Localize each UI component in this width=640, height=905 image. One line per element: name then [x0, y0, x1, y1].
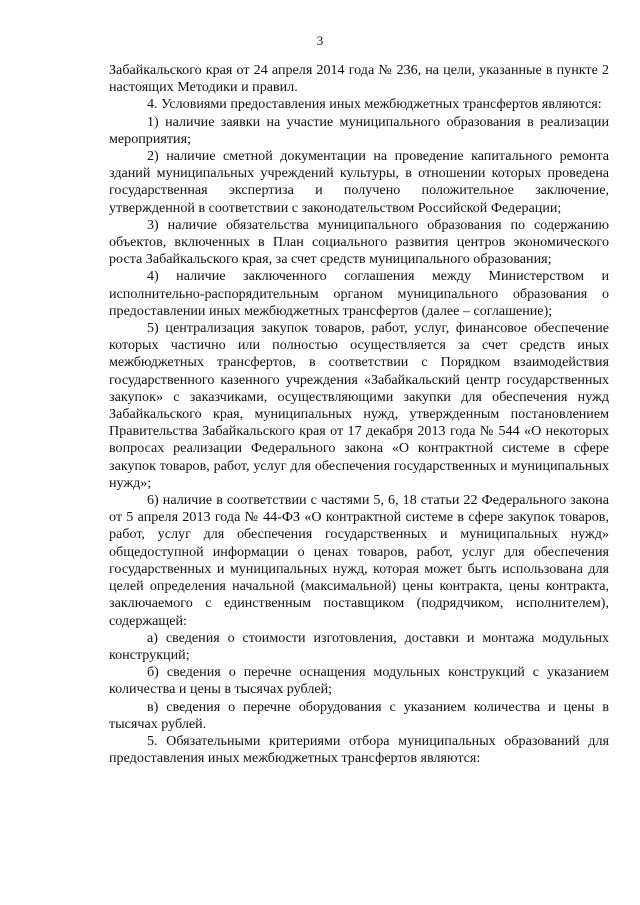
paragraph-item-1: 1) наличие заявки на участие муниципального образования в реализации мероприятия; [109, 113, 609, 147]
page-number: 3 [316, 33, 324, 48]
document-body [109, 62, 609, 767]
paragraph-item-2: 2) наличие сметной документации на проведение капитального ремонта зданий муниципальных учреждений культуры, в отношении которых проведена государственная экспертиза и получено положительное заключение, утвержденной в соответствии с законодательством Российской Федерации; [109, 148, 609, 216]
paragraph-continuation: Забайкальского края от 24 апреля 2014 года № 236, на цели, указанные в пункте 2 настоящих Методики и правил. [109, 62, 609, 96]
paragraph-subitem-b: б) сведения о перечне оснащения модульных конструкций с указанием количества и цены в тысячах рублей; [109, 664, 609, 698]
paragraph-subitem-v: в) сведения о перечне оборудования с указанием количества и цены в тысячах рублей. [109, 698, 609, 732]
paragraph-subitem-a: а) сведения о стоимости изготовления, доставки и монтажа модульных конструкций; [109, 629, 609, 663]
paragraph-clause-5: 5. Обязательными критериями отбора муниципальных образований для предоставления иных межбюджетных трансфертов являются: [109, 732, 609, 767]
paragraph-item-3: 3) наличие обязательства муниципального образования по содержанию объектов, включенных в План социального развития центров экономического роста Забайкальского края, за счет средств муниципального образования; [109, 216, 609, 268]
paragraph-clause-4: 4. Условиями предоставления иных межбюджетных трансфертов являются: [147, 96, 602, 113]
paragraph-item-5: 5) централизация закупок товаров, работ, услуг, финансовое обеспечение которых частично или полностью осуществляется за счет средств иных межбюджетных трансфертов, в соответствии с Порядком взаимодействия государственного казенного учреждения «Забайкальский центр государственных закупок» с заказчиками, осуществляющими закупки для обеспечения нужд Забайкальского края, муниципальных нужд, утвержденным постановлением Правительства Забайкальского края от 17 декабря 2013 года № 544 «О некоторых вопросах реализации Федерального закона «О контрактной системе в сфере закупок товаров, работ, услуг для обеспечения государственных и муниципальных нужд»; [109, 320, 609, 491]
paragraph-item-4: 4) наличие заключенного соглашения между Министерством и исполнительно-распорядительным органом муниципального образования о предоставлении иных межбюджетных трансфертов (далее – соглашение); [109, 268, 609, 319]
paragraph-item-6: 6) наличие в соответствии с частями 5, 6, 18 статьи 22 Федерального закона от 5 апреля 2013 года № 44-ФЗ «О контрактной системе в сфере закупок товаров, работ, услуг для обеспечения государственных и муниципальных нужд» общедоступной информации о ценах товаров, работ, услуг для обеспечения государственных и муниципальных нужд, которая может быть использована для целей определения начальной (максимальной) цены контракта, цены контракта, заключаемого с единственным поставщиком (подрядчиком, исполнителем), содержащей: [109, 492, 609, 629]
